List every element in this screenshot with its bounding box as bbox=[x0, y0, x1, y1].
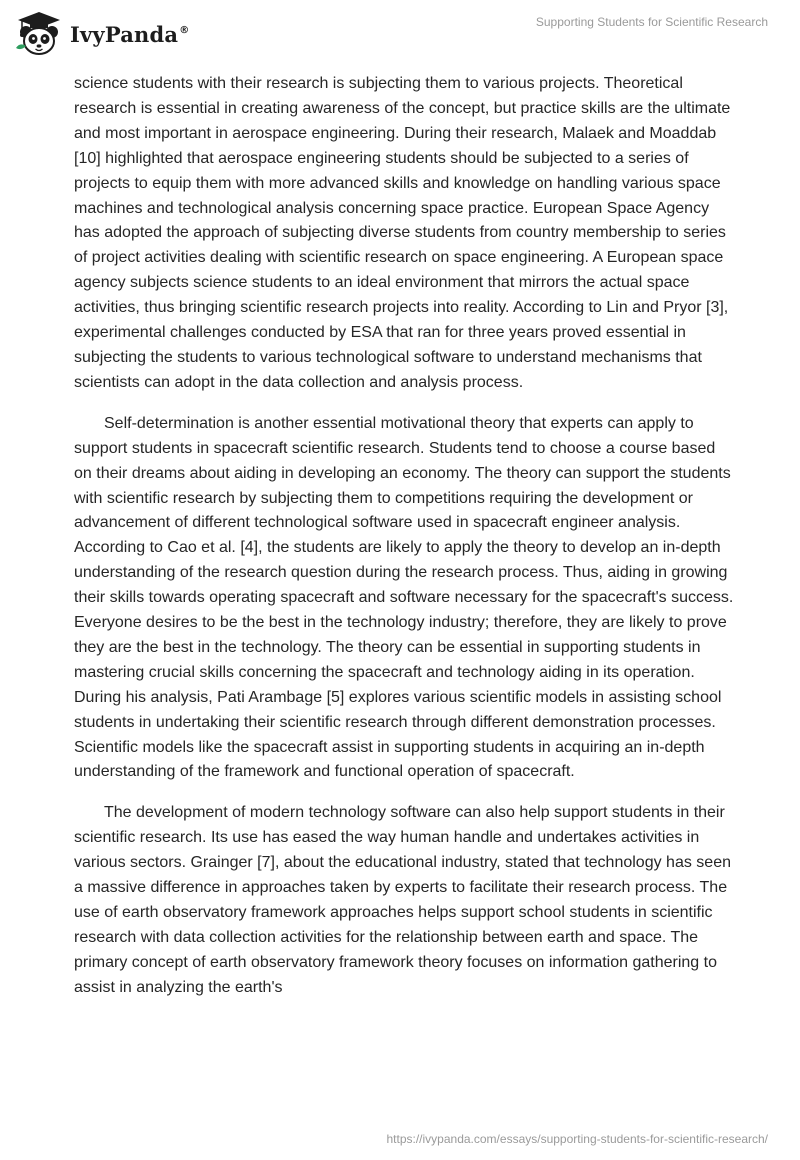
panda-graduate-icon bbox=[14, 10, 64, 56]
paragraph-self-determination: Self-determination is another essential motivational theory that experts can apply to support students in spacecraft scientific research. Students tend to choose a course based on their dreams about aiding in developing an economy. The theory can support the students with scientific research by subjecting them to competitions requiring the development or advancement of different technological software used in spacecraft engineer analysis. According to Cao et al. [4], the students are likely to apply the theory to develop an in-depth understanding of the research question during the research process. Thus, aiding in growing their skills towards operating spacecraft and software necessary for the spacecraft's success. Everyone desires to be the best in the technology industry; therefore, they are likely to prove they are the best in the technology. The theory can be essential in supporting students in mastering crucial skills concerning the spacecraft and technology aiding in its operation. During his analysis, Pati Arambage [5] explores various scientific models in assisting school students in undertaking their scientific research through different demonstration processes. Scientific models like the spacecraft assist in supporting students in acquiring an in-depth understanding of the framework and functional operation of spacecraft. bbox=[74, 414, 734, 781]
source-url[interactable]: https://ivypanda.com/essays/supporting-students-for-scientific-research/ bbox=[386, 1132, 768, 1146]
registered-mark: ® bbox=[179, 24, 190, 36]
brand-name: IvyPanda® bbox=[70, 21, 190, 47]
paragraph-technology-software: The development of modern technology software can also help support students in their scientific research. Its use has eased the way human handle and undertakes activities in various sectors. Grainger [7], about the educational industry, stated that technology has seen a massive difference in approaches taken by experts to facilitate their research process. The use of earth observatory framework approaches helps support school students in scientific research with data collection activities for the relationship between earth and space. The primary concept of earth observatory framework theory focuses on information gathering to assist in analyzing the earth's bbox=[74, 804, 731, 996]
essay-body bbox=[74, 72, 734, 1017]
document-title: Supporting Students for Scientific Research bbox=[535, 15, 768, 29]
paragraph-continuation: science students with their research is subjecting them to various projects. Theoretical research is essential in creating awareness of the concept, but practice skills are the ultimate and most important in aerospace engineering. During their research, Malaek and Moaddab [10] highlighted that aerospace engineering students should be subjected to a series of projects to equip them with more advanced skills and knowledge on handling various space machines and technological analysis concerning space practice. European Space Agency has adopted the approach of subjecting diverse students from country membership to series of project activities dealing with scientific research on space engineering. A European space agency subjects science students to an ideal environment that mirrors the actual space activities, thus bringing scientific research projects into reality. According to Lin and Pryor [3], experimental challenges conducted by ESA that ran for three years proved essential in subjecting the students to various technological software to understand mechanisms that scientists can adopt in the data collection and analysis process. bbox=[74, 75, 731, 391]
ivypanda-logo[interactable] bbox=[14, 10, 189, 56]
page-header bbox=[0, 0, 800, 70]
